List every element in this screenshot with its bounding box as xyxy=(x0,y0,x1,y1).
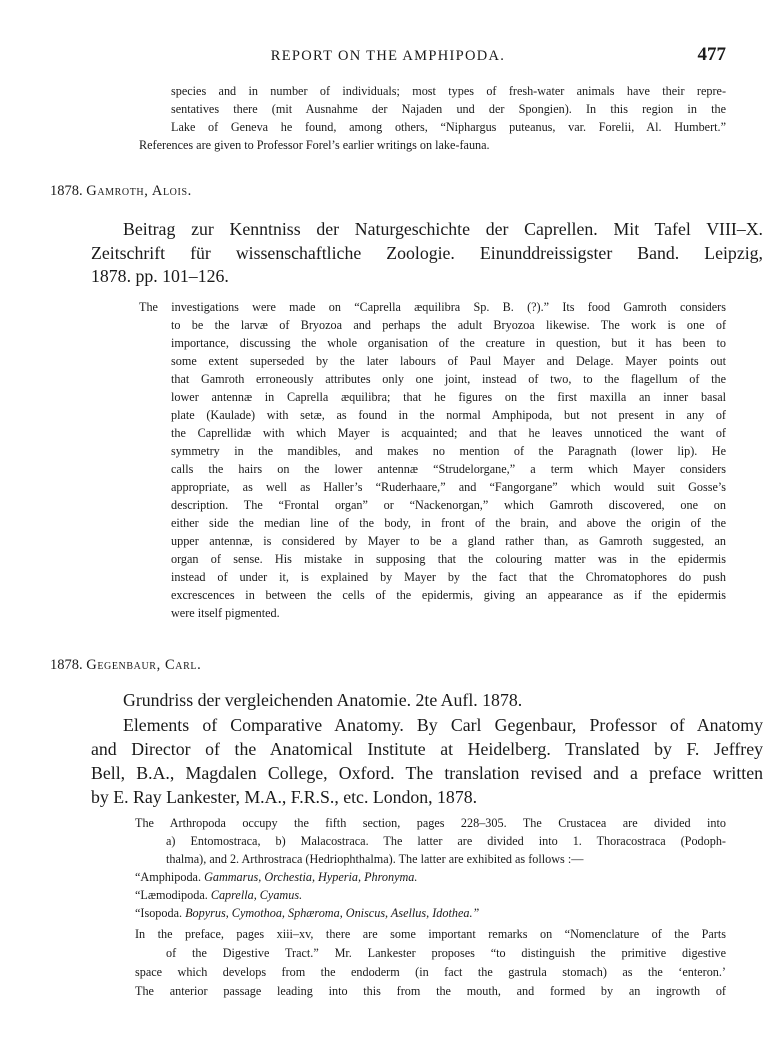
translation-line: Bell, B.A., Magdalen College, Oxford. The translation revised and a preface written xyxy=(91,763,763,783)
title-line: Beitrag zur Kenntniss der Naturgeschichte der Caprellen. Mit Tafel VIII–X. xyxy=(123,219,763,239)
entry-heading xyxy=(50,183,192,200)
summary-line: importance, discussing the whole organisation of the creature in question, but it has been to xyxy=(171,336,726,350)
entry-year: 1878. xyxy=(50,183,83,199)
summary-line: The Arthropoda occupy the fifth section, pages 228–305. The Crustacea are divided into xyxy=(135,816,726,830)
entry-author: Gegenbaur, Carl. xyxy=(86,657,202,673)
summary-line: upper antennæ, is considered by Mayer to be a gland rather than, as Gamroth suggested, an xyxy=(171,534,726,548)
summary-line: The investigations were made on “Caprella æquilibra Sp. B. (?).” Its food Gamroth considers xyxy=(139,300,726,314)
summary-line: were itself pigmented. xyxy=(171,606,280,620)
summary-line: that Gamroth erroneously attributes only one joint, instead of two, to the flagellum of the xyxy=(171,372,726,386)
summary-line: lower antennæ in Caprella æquilibra; that he figures on the first maxilla an inner basal xyxy=(171,390,726,404)
summary-line: calls the hairs on the lower antennæ “Strudelorgane,” a term which Mayer considers xyxy=(171,462,726,476)
summary-line: to be the larvæ of Bryozoa and perhaps the adult Bryozoa likewise. The work is one of xyxy=(171,318,726,332)
summary-line: symmetry in the mandibles, and makes no mention of the Paragnath (lower lip). He xyxy=(171,444,726,458)
title-line: Grundriss der vergleichenden Anatomie. 2te Aufl. 1878. xyxy=(123,690,523,710)
entry-year: 1878. xyxy=(50,657,83,673)
paragraph-line: species and in number of individuals; most types of fresh-water animals have their repre- xyxy=(171,84,726,98)
summary-line: plate (Kaulade) with setæ, as found in the normal Amphipoda, but not present in any of xyxy=(171,408,726,422)
list-item: “Amphipoda. Gammarus, Orchestia, Hyperia, Phronyma. xyxy=(135,870,418,884)
translation-line: Elements of Comparative Anatomy. By Carl Gegenbaur, Professor of Anatomy xyxy=(123,715,763,735)
page-number: 477 xyxy=(697,44,726,65)
summary-line: the Caprellidæ with which Mayer is acquainted; and that he leaves unnoticed the want of xyxy=(171,426,726,440)
summary-line: description. The “Frontal organ” or “Nackenorgan,” which Gamroth discovered, one on xyxy=(171,498,726,512)
summary-line: space which develops from the endoderm (in fact the gastrula stomach) as the ‘enteron.’ xyxy=(135,965,726,979)
entry-author: Gamroth, Alois. xyxy=(86,183,192,199)
entry-translation xyxy=(91,713,763,809)
running-title: REPORT ON THE AMPHIPODA. xyxy=(270,48,506,64)
translation-line: and Director of the Anatomical Institute at Heidelberg. Translated by F. Jeffrey xyxy=(91,739,763,759)
paragraph-line: sentatives there (mit Ausnahme der Najaden und der Spongien). In this region in the xyxy=(171,102,726,116)
entry-title xyxy=(91,218,763,289)
title-line: Zeitschrift für wissenschaftliche Zoologie. Einunddreissigster Band. Leipzig, xyxy=(91,242,763,263)
summary-line: excrescences in between the cells of the epidermis, giving an appearance as if the epidermis xyxy=(171,588,726,602)
title-line: 1878. pp. 101–126. xyxy=(91,266,229,286)
summary-line: appropriate, as well as Haller’s “Ruderhaare,” and “Fangorgane” which would suit Gosse’s xyxy=(171,480,726,494)
summary-line: instead of under it, is explained by Mayer by the fact that the Chromatophores do push xyxy=(171,570,726,584)
paragraph-line: References are given to Professor Forel’s earlier writings on lake-fauna. xyxy=(139,138,490,152)
entry-heading xyxy=(50,657,201,674)
summary-line: of the Digestive Tract.” Mr. Lankester proposes “to distinguish the primitive digestive xyxy=(166,946,726,960)
summary-line: The anterior passage leading into this from the mouth, and formed by an ingrowth of xyxy=(135,984,726,998)
summary-line: a) Entomostraca, b) Malacostraca. The latter are divided into 1. Thoracostraca (Podoph- xyxy=(166,834,726,848)
entry-title xyxy=(123,689,603,713)
summary-line: thalma), and 2. Arthrostraca (Hedriophthalma). The latter are exhibited as follows :— xyxy=(166,852,584,866)
summary-line: some extent superseded by the later labours of Paul Mayer and Delage. Mayer points out xyxy=(171,354,726,368)
paragraph-line: Lake of Geneva he found, among others, “Niphargus puteanus, var. Forelii, Al. Humbert.” xyxy=(171,120,726,134)
summary-line: either side the median line of the body, in front of the brain, and above the origin of the xyxy=(171,516,726,530)
list-item: “Isopoda. Bopyrus, Cymothoa, Sphæroma, Oniscus, Asellus, Idothea.” xyxy=(135,906,480,920)
summary-line: organ of sense. His mistake in supposing that the colouring matter was in the epidermis xyxy=(171,552,726,566)
list-item: “Læmodipoda. Caprella, Cyamus. xyxy=(135,888,303,902)
translation-line: by E. Ray Lankester, M.A., F.R.S., etc. London, 1878. xyxy=(91,787,478,807)
running-header xyxy=(0,44,776,68)
summary-line: In the preface, pages xiii–xv, there are some important remarks on “Nomenclature of the Parts xyxy=(135,927,726,941)
